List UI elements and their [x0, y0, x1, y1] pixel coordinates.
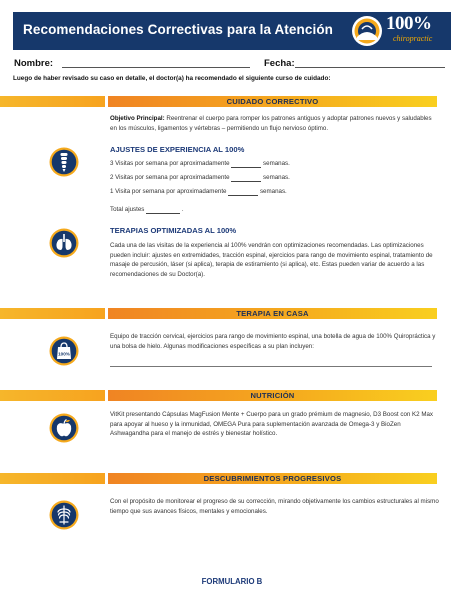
modifications-input-line[interactable] — [110, 366, 432, 367]
terapias-text: Cada una de las visitas de la experiencia al 100% vendrán con optimizaciones recomendadas. Las optimizaciones pueden incluir: ajustes en extremidades, tracción espinal, ejercicios para rango de movimiento espinal, tratamiento de masaje de percusión, láser (si aplica), terapia de estiramiento (si aplica), etc. Estas pueden variar de acuerdo a las recomendaciones de su Doctor(a). — [110, 242, 433, 278]
date-field[interactable] — [295, 67, 445, 68]
total-input[interactable] — [146, 206, 180, 214]
section-title: NUTRICIÓN — [250, 391, 295, 400]
total-label: Total ajustes — [110, 206, 145, 213]
page-title: Recomendaciones Correctivas para la Atención — [23, 22, 334, 37]
header-banner — [13, 12, 451, 50]
visits-row-1 — [110, 188, 287, 196]
skeleton-icon — [49, 500, 79, 530]
weeks-suffix: semanas. — [263, 160, 290, 167]
section-header-cuidado — [108, 96, 437, 107]
section-title: TERAPIA EN CASA — [236, 309, 309, 318]
section-header-nutricion — [108, 390, 437, 401]
total-row — [110, 206, 184, 214]
subtitle-ajustes: AJUSTES DE EXPERIENCIA AL 100% — [110, 145, 245, 154]
section-accent-bar — [0, 390, 105, 401]
descubrimientos-text: Con el propósito de monitorear el progreso de su corrección, mirando objetivamente los cambios estructurales al mismo tiempo que sus avances físicos, mentales y emocionales. — [110, 498, 439, 515]
section-header-descubrimientos — [108, 473, 437, 484]
visits-label: 2 Visitas por semana por aproximadamente — [110, 174, 230, 181]
weeks-input[interactable] — [228, 188, 258, 196]
shopping-bag-icon — [49, 336, 79, 366]
sun-logo-icon — [351, 15, 383, 47]
weeks-suffix: semanas. — [259, 188, 287, 195]
visits-label: 1 Visita por semana por aproximadamente — [110, 188, 227, 195]
date-label: Fecha: — [264, 58, 295, 69]
nutricion-text: VitKit presentando Cápsulas MagFusion Mente + Cuerpo para un grado prémium de magnesio, D3 Boost con K2 Max para apoyar al hueso y la inmunidad, OMEGA Pura para suplementación avanzada de Omega-3 y BioZen Ashwagandha para el manejo de estrés y bienestar holístico. — [110, 411, 434, 437]
section-header-casa — [108, 308, 437, 319]
section-title: DESCUBRIMIENTOS PROGRESIVOS — [203, 474, 342, 483]
subtitle-terapias: TERAPIAS OPTIMIZADAS AL 100% — [110, 226, 237, 235]
section-accent-bar — [0, 96, 105, 107]
total-suffix: . — [181, 206, 184, 213]
weeks-input[interactable] — [231, 160, 261, 168]
objective-paragraph — [110, 114, 440, 133]
visits-label: 3 Visitas por semana por aproximadamente — [110, 160, 230, 167]
visits-row-3 — [110, 160, 290, 168]
visits-row-2 — [110, 174, 290, 182]
spine-icon — [49, 147, 79, 177]
lungs-icon — [49, 228, 79, 258]
name-field[interactable] — [62, 67, 250, 68]
section-title: CUIDADO CORRECTIVO — [226, 97, 319, 106]
bag-label: 100% — [58, 351, 70, 357]
section-accent-bar — [0, 308, 105, 319]
intro-text: Luego de haber revisado su caso en detalle, el doctor(a) ha recomendado el siguiente curso de cuidado: — [13, 75, 331, 82]
objective-text: Reentrenar el cuerpo para romper los patrones antiguos y adoptar patrones nuevos y saludables en los músculos, ligamentos y vértebras – permitiendo un flujo nervioso óptimo. — [110, 115, 432, 132]
weeks-suffix: semanas. — [263, 174, 290, 181]
weeks-input[interactable] — [231, 174, 261, 182]
apple-icon — [49, 413, 79, 443]
section-accent-bar — [0, 473, 105, 484]
objective-label: Objetivo Principal: — [110, 115, 165, 122]
casa-text: Equipo de tracción cervical, ejercicios para rango de movimiento espinal, una botella de agua de 100% Quiropráctica y una bolsa de hielo. Algunas modificaciones específicas a su plan incluyen: — [110, 333, 436, 350]
form-label: FORMULARIO B — [201, 577, 263, 586]
logo-subtext: chiropractic — [393, 34, 433, 43]
name-label: Nombre: — [14, 58, 54, 69]
logo-text: 100% — [386, 13, 432, 34]
